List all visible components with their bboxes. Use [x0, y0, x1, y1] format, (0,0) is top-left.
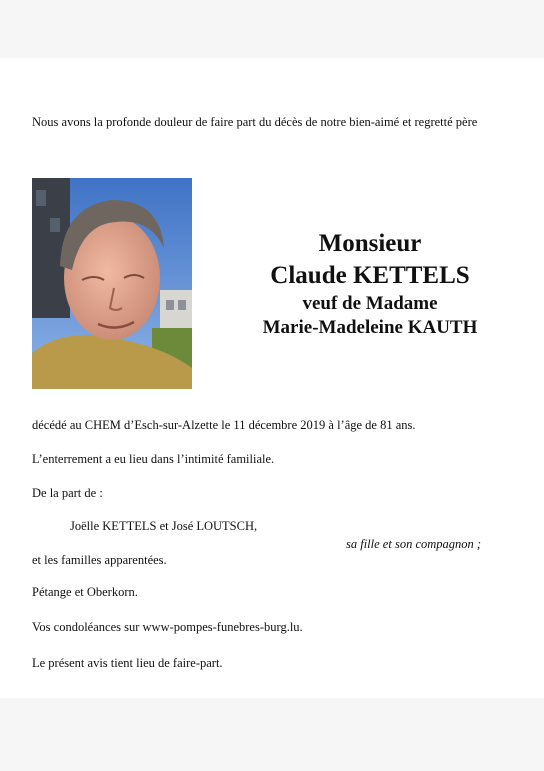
spouse-name: Marie-Madeleine KAUTH: [262, 317, 478, 338]
deceased-name-block: [200, 228, 540, 340]
families-line: et les familles apparentées.: [32, 553, 167, 567]
portrait-photo: [32, 178, 192, 389]
intro-text: Nous avons la profonde douleur de faire part du décès de notre bien-aimé et regretté père: [32, 115, 478, 129]
family-relation: sa fille et son compagnon ;: [346, 537, 482, 551]
deceased-name: Claude KETTELS: [270, 262, 470, 289]
closing-text: Le présent avis tient lieu de faire-part.: [32, 656, 223, 670]
condolences-text: Vos condoléances sur www-pompes-funebres-burg.lu.: [32, 620, 303, 634]
places: Pétange et Oberkorn.: [32, 585, 138, 599]
funeral-details: L’enterrement a eu lieu dans l’intimité familiale.: [32, 452, 275, 466]
portrait-photo-icon: [32, 178, 192, 389]
death-details: décédé au CHEM d’Esch-sur-Alzette le 11 décembre 2019 à l’âge de 81 ans.: [32, 418, 416, 432]
obituary-page: [0, 58, 544, 698]
from-label: De la part de :: [32, 486, 103, 500]
family-names: Joëlle KETTELS et José LOUTSCH,: [70, 519, 258, 533]
widower-line: veuf de Madame: [302, 293, 438, 314]
honorific: Monsieur: [318, 230, 422, 257]
